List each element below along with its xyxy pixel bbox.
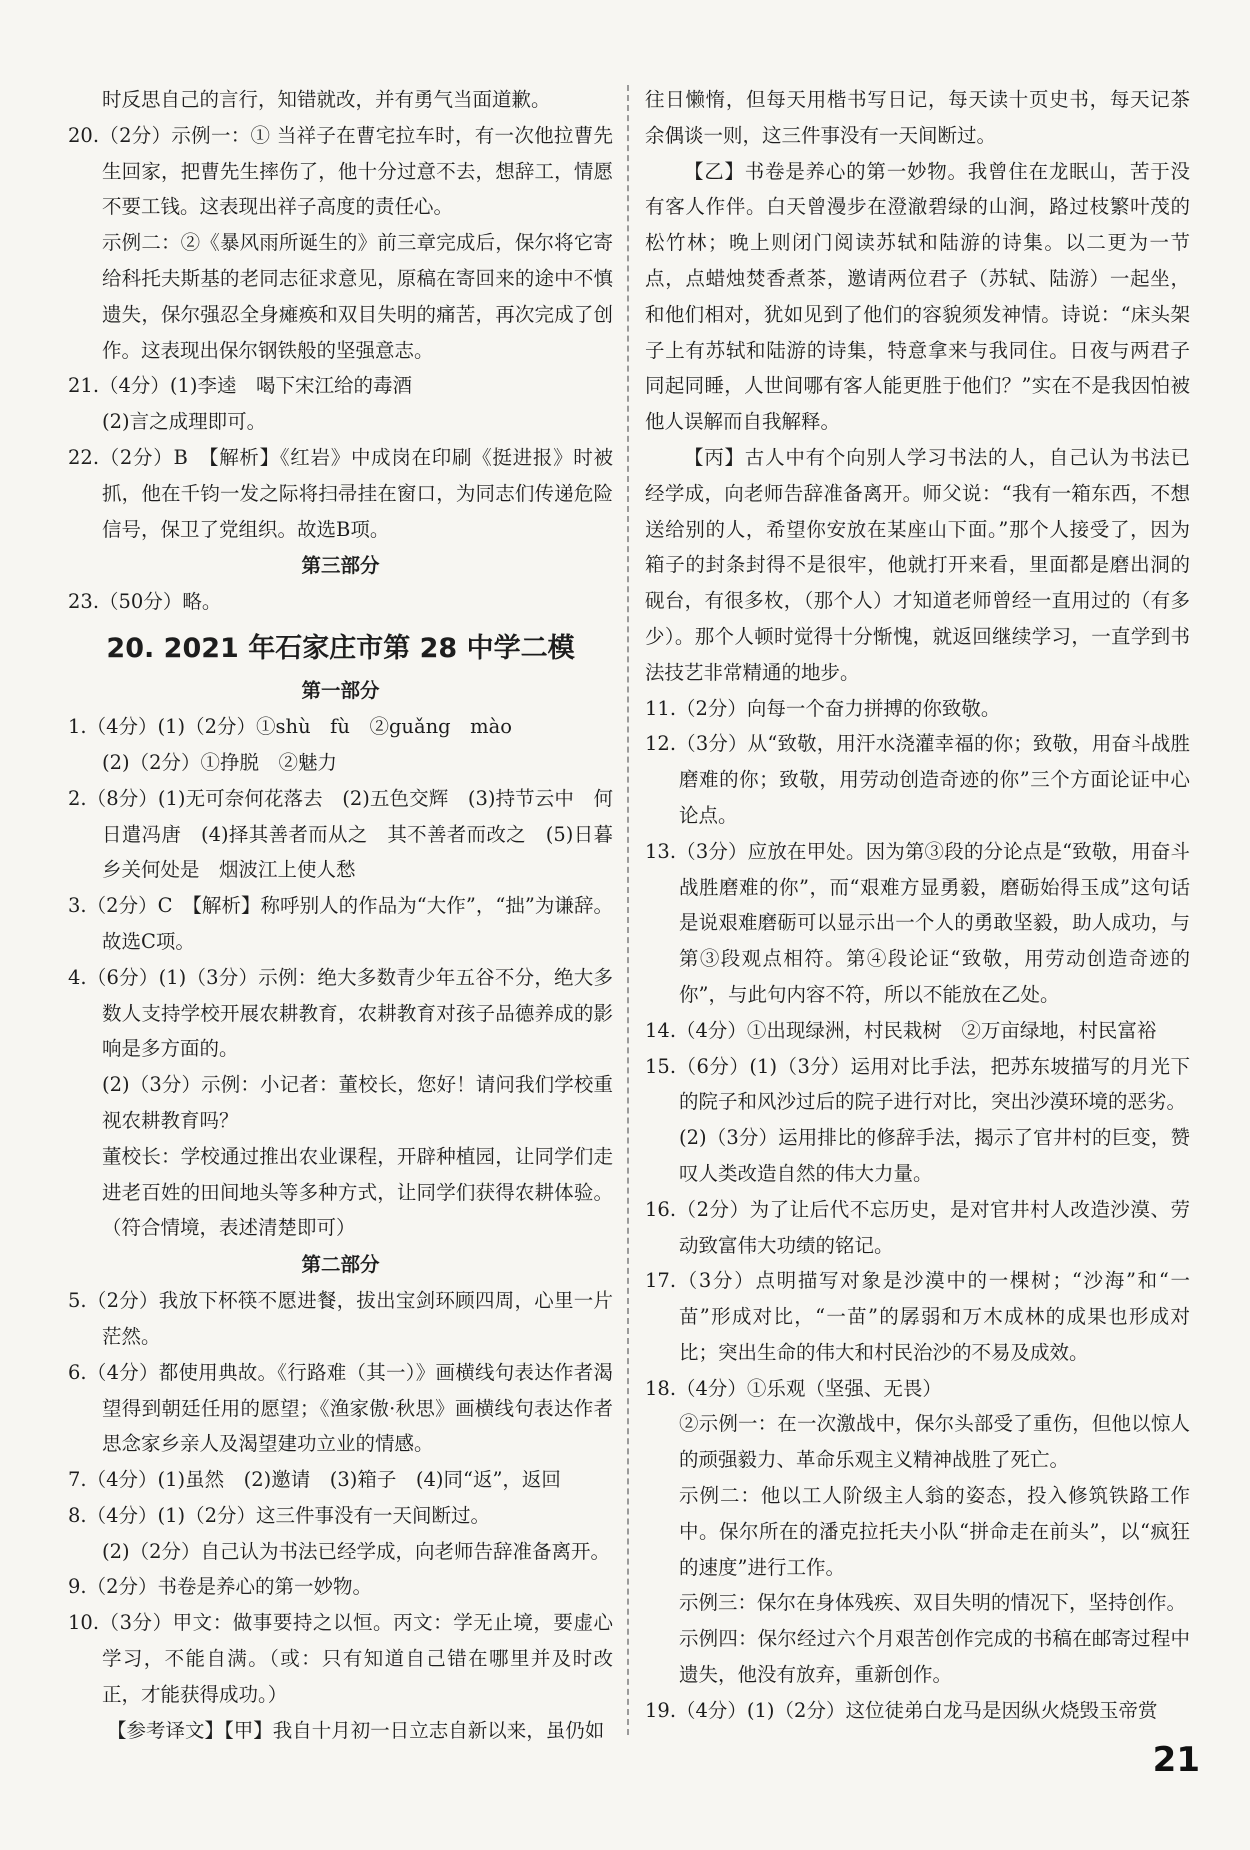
- answer-paragraph: (2)（3分）运用排比的修辞手法，揭示了官井村的巨变，赞叹人类改造自然的伟大力量。: [679, 1126, 1190, 1185]
- answer-paragraph: 1.（4分）(1)（2分）①shù fù ②guǎng mào: [68, 715, 513, 739]
- column-divider: [627, 85, 629, 1735]
- answer-paragraph: 23.（50分）略。: [68, 590, 222, 614]
- answer-paragraph: 19.（4分）(1)（2分）这位徒弟白龙马是因纵火烧毁玉帝赏: [645, 1698, 1158, 1722]
- answer-paragraph: 17.（3分）点明描写对象是沙漠中的一棵树；“沙海”和“一苗”形成对比，“一苗”的孱弱和万木成林的成果也形成对比；突出生命的伟大和村民治沙的不易及成效。: [645, 1269, 1190, 1364]
- answer-paragraph: 7.（4分）(1)虽然 (2)邀请 (3)箱子 (4)同“返”，返回: [68, 1468, 561, 1492]
- answer-paragraph: 13.（3分）应放在甲处。因为第③段的分论点是“致敬，用奋斗战胜磨难的你”，而“艰难方显勇毅，磨砺始得玉成”这句话是说艰难磨砺可以显示出一个人的勇敢坚毅，助人成功，与第③段观点相符。第④段论证“致敬，用劳动创造奇迹的你”，与此句内容不符，所以不能放在乙处。: [645, 839, 1190, 1006]
- page-number: 21: [1152, 1740, 1200, 1780]
- answer-paragraph: (2)（2分）①挣脱 ②魅力: [102, 750, 338, 774]
- answer-paragraph: 16.（2分）为了让后代不忘历史，是对官井村人改造沙漠、劳动致富伟大功绩的铭记。: [645, 1197, 1190, 1257]
- answer-paragraph: 时反思自己的言行，知错就改，并有勇气当面道歉。: [102, 88, 551, 111]
- answer-paragraph: 20.（2分）示例一：① 当祥子在曹宅拉车时，有一次他拉曹先生回家，把曹先生摔伤了，他十分过意不去，想辞工，情愿不要工钱。这表现出祥子高度的责任心。: [68, 123, 613, 219]
- section-heading: 第一部分: [301, 679, 380, 703]
- answer-paragraph: 18.（4分）①乐观（坚强、无畏）: [645, 1376, 942, 1400]
- answer-paragraph: 【丙】古人中有个向别人学习书法的人，自己认为书法已经学成，向老师告辞准备离开。师父说：“我有一箱东西，不想送给别的人，希望你安放在某座山下面。”那个人接受了，因为箱子的封条封得不是很牢，他就打开来看，里面都是磨出洞的砚台，有很多枚，（那个人）才知道老师曾经一直用过的（有多少）。那个人顿时觉得十分惭愧，就返回继续学习，一直学到书法技艺非常精通的地步。: [645, 445, 1190, 684]
- answer-paragraph: 往日懒惰，但每天用楷书写日记，每天读十页史书，每天记茶余偶谈一则，这三件事没有一天间断过。: [645, 88, 1190, 147]
- answer-paragraph: 董校长：学校通过推出农业课程，开辟种植园，让同学们走进老百姓的田间地头等多种方式，让同学们获得农耕体验。（符合情境，表述清楚即可）: [102, 1144, 613, 1240]
- answer-paragraph: (2)言之成理即可。: [102, 410, 267, 434]
- answer-paragraph: 11.（2分）向每一个奋力拼搏的你致敬。: [645, 696, 1001, 720]
- answer-paragraph: 示例四：保尔经过六个月艰苦创作完成的书稿在邮寄过程中遗失，他没有放弃，重新创作。: [679, 1627, 1190, 1687]
- answer-paragraph: 示例二：他以工人阶级主人翁的姿态，投入修筑铁路工作中。保尔所在的潘克拉托夫小队“拼命走在前头”，以“疯狂的速度”进行工作。: [679, 1484, 1190, 1579]
- section-heading: 第二部分: [301, 1253, 380, 1277]
- answer-paragraph: 示例二：②《暴风雨所诞生的》前三章完成后，保尔将它寄给科托夫斯基的老同志征求意见，原稿在寄回来的途中不慎遗失，保尔强忍全身瘫痪和双目失明的痛苦，再次完成了创作。这表现出保尔钢铁般的坚强意志。: [102, 231, 613, 362]
- answer-paragraph: 12.（3分）从“致敬，用汗水浇灌幸福的你；致敬，用奋斗战胜磨难的你；致敬，用劳动创造奇迹的你”三个方面论证中心论点。: [645, 732, 1190, 827]
- answer-paragraph: ②示例一：在一次激战中，保尔头部受了重伤，但他以惊人的顽强毅力、革命乐观主义精神战胜了死亡。: [679, 1412, 1190, 1472]
- answer-paragraph: 14.（4分）①出现绿洲，村民栽树 ②万亩绿地，村民富裕: [645, 1018, 1157, 1042]
- answer-paragraph: 示例三：保尔在身体残疾、双目失明的情况下，坚持创作。: [679, 1591, 1187, 1615]
- answer-paragraph: (2)（3分）示例：小记者：董校长，您好！请问我们学校重视农耕教育吗？: [102, 1073, 613, 1132]
- answer-paragraph: 10.（3分）甲文：做事要持之以恒。丙文：学无止境，要虚心学习，不能自满。（或：只有知道自己错在哪里并及时改正，才能获得成功。）: [68, 1611, 613, 1706]
- answer-paragraph: 6.（4分）都使用典故。《行路难（其一）》画横线句表达作者渴望得到朝廷任用的愿望；《渔家傲·秋思》画横线句表达作者思念家乡亲人及渴望建功立业的情感。: [68, 1360, 613, 1456]
- answer-paragraph: 15.（6分）(1)（3分）运用对比手法，把苏东坡描写的月光下的院子和风沙过后的院子进行对比，突出沙漠环境的恶劣。: [645, 1054, 1190, 1114]
- left-column: [68, 82, 613, 1748]
- answer-paragraph: 21.（4分）(1)李逵 喝下宋江给的毒酒: [68, 374, 413, 398]
- answer-paragraph: 5.（2分）我放下杯筷不愿进餐，拔出宝剑环顾四周，心里一片茫然。: [68, 1289, 613, 1348]
- answer-paragraph: (2)（2分）自己认为书法已经学成，向老师告辞准备离开。: [102, 1539, 611, 1563]
- right-column: [645, 82, 1190, 1729]
- answer-paragraph: 3.（2分）C 【解析】称呼别人的作品为“大作”，“拙”为谦辞。故选C项。: [68, 894, 613, 953]
- answer-paragraph: 9.（2分）书卷是养心的第一妙物。: [68, 1575, 373, 1599]
- answer-paragraph: 4.（6分）(1)（3分）示例：绝大多数青少年五谷不分，绝大多数人支持学校开展农耕教育，农耕教育对孩子品德养成的影响是多方面的。: [68, 965, 613, 1061]
- answer-paragraph: 2.（8分）(1)无可奈何花落去 (2)五色交辉 (3)持节云中 何日遣冯唐 (4)择其善者而从之 其不善者而改之 (5)日暮乡关何处是 烟波江上使人愁: [68, 786, 613, 882]
- section-heading: 第三部分: [301, 554, 380, 578]
- answer-paragraph: 【乙】书卷是养心的第一妙物。我曾住在龙眠山，苦于没有客人作伴。白天曾漫步在澄澈碧绿的山涧，路过枝繁叶茂的松竹林；晚上则闭门阅读苏轼和陆游的诗集。以二更为一节点，点蜡烛焚香煮茶，邀请两位君子（苏轼、陆游）一起坐，和他们相对，犹如见到了他们的容貌须发神情。诗说：“床头架子上有苏轼和陆游的诗集，特意拿来与我同住。日夜与两君子同起同睡，人世间哪有客人能更胜于他们？”实在不是我因怕被他人误解而自我解释。: [645, 159, 1190, 434]
- answer-paragraph: 8.（4分）(1)（2分）这三件事没有一天间断过。: [68, 1503, 491, 1527]
- exam-title: 20. 2021 年石家庄市第 28 中学二模: [106, 633, 575, 665]
- answer-paragraph: 22.（2分）B 【解析】《红岩》中成岗在印刷《挺进报》时被抓，他在千钧一发之际将扫帚挂在窗口，为同志们传递危险信号，保卫了党组织。故选B项。: [68, 445, 613, 541]
- answer-paragraph: 【参考译文】【甲】我自十月初一日立志自新以来，虽仍如: [107, 1718, 605, 1742]
